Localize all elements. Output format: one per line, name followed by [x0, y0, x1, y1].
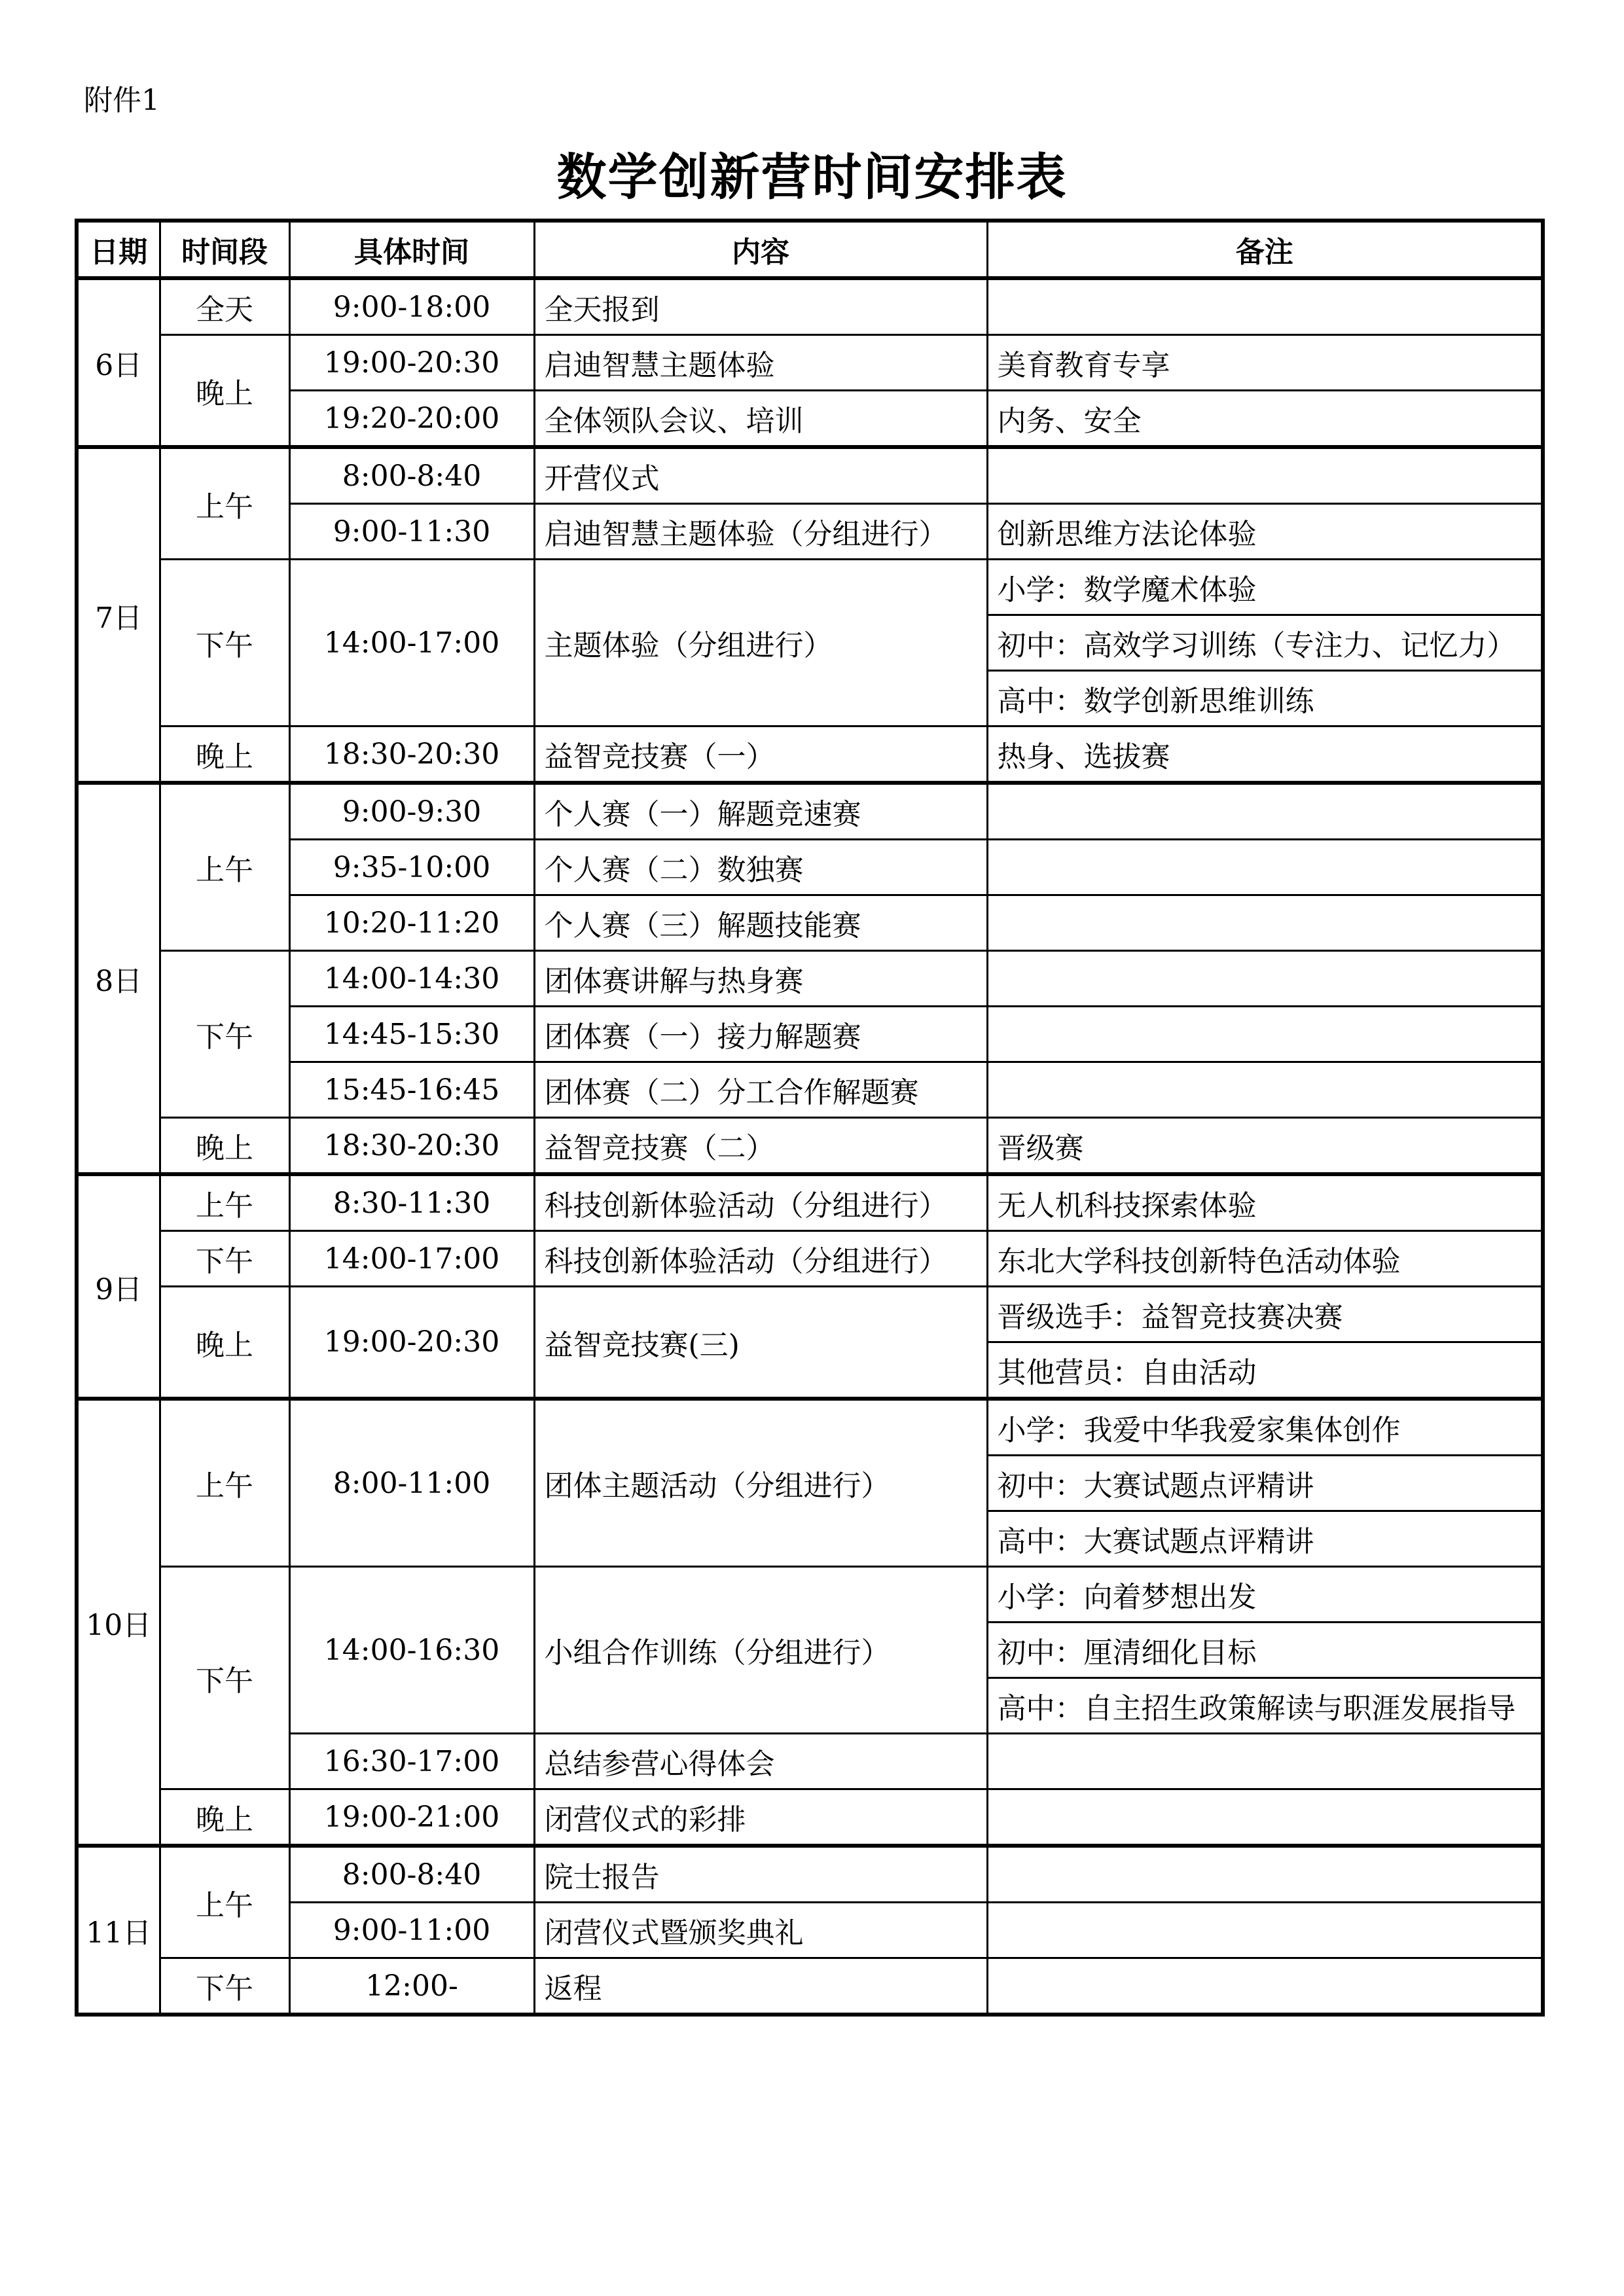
table-row	[77, 783, 1543, 840]
content-cell: 启迪智慧主题体验	[534, 335, 987, 391]
content-cell: 小组合作训练（分组进行）	[534, 1567, 987, 1734]
content-cell: 启迪智慧主题体验（分组进行）	[534, 504, 987, 560]
table-row	[77, 1062, 1543, 1118]
table-row	[77, 1958, 1543, 2015]
table-row	[77, 726, 1543, 783]
time-cell: 8:30-11:30	[289, 1174, 534, 1231]
time-cell: 8:00-8:40	[289, 447, 534, 504]
remark-cell: 小学：向着梦想出发	[987, 1567, 1543, 1623]
period-cell: 全天	[160, 278, 289, 335]
day-cell: 10日	[77, 1399, 160, 1846]
table-row	[77, 1287, 1543, 1342]
table-row	[77, 1007, 1543, 1062]
table-row	[77, 1231, 1543, 1287]
time-cell: 9:00-18:00	[289, 278, 534, 335]
content-cell: 全体领队会议、培训	[534, 391, 987, 448]
remark-cell	[987, 1007, 1543, 1062]
table-row	[77, 895, 1543, 951]
table-row	[77, 504, 1543, 560]
remark-cell	[987, 1846, 1543, 1903]
remark-cell	[987, 840, 1543, 895]
remark-cell: 晋级选手：益智竞技赛决赛	[987, 1287, 1543, 1342]
day-cell: 8日	[77, 783, 160, 1174]
table-row	[77, 278, 1543, 335]
remark-cell	[987, 783, 1543, 840]
time-cell: 14:00-17:00	[289, 560, 534, 726]
schedule-table	[75, 219, 1545, 2017]
remark-cell: 其他营员：自由活动	[987, 1342, 1543, 1399]
header-content: 内容	[534, 221, 987, 278]
table-row	[77, 335, 1543, 391]
remark-cell: 高中：自主招生政策解读与职涯发展指导	[987, 1678, 1543, 1734]
table-row	[77, 1734, 1543, 1789]
time-cell: 18:30-20:30	[289, 726, 534, 783]
remark-cell: 初中：高效学习训练（专注力、记忆力）	[987, 615, 1543, 671]
table-row	[77, 1174, 1543, 1231]
table-row	[77, 1118, 1543, 1175]
day-cell: 11日	[77, 1846, 160, 2015]
content-cell: 团体赛讲解与热身赛	[534, 951, 987, 1007]
remark-cell: 热身、选拔赛	[987, 726, 1543, 783]
table-row	[77, 560, 1543, 615]
table-row	[77, 840, 1543, 895]
header-date: 日期	[77, 221, 160, 278]
period-cell: 晚上	[160, 1287, 289, 1399]
remark-cell: 无人机科技探索体验	[987, 1174, 1543, 1231]
remark-cell: 东北大学科技创新特色活动体验	[987, 1231, 1543, 1287]
time-cell: 19:20-20:00	[289, 391, 534, 448]
content-cell: 闭营仪式暨颁奖典礼	[534, 1903, 987, 1958]
period-cell: 下午	[160, 951, 289, 1118]
period-cell: 下午	[160, 1567, 289, 1789]
table-header-row	[77, 221, 1543, 278]
content-cell: 益智竞技赛(三)	[534, 1287, 987, 1399]
content-cell: 科技创新体验活动（分组进行）	[534, 1174, 987, 1231]
table-row	[77, 1789, 1543, 1846]
time-cell: 12:00-	[289, 1958, 534, 2015]
content-cell: 个人赛（三）解题技能赛	[534, 895, 987, 951]
header-time: 具体时间	[289, 221, 534, 278]
table-row	[77, 1567, 1543, 1623]
time-cell: 19:00-21:00	[289, 1789, 534, 1846]
time-cell: 14:45-15:30	[289, 1007, 534, 1062]
page-title: 数学创新营时间安排表	[556, 148, 1068, 206]
header-period: 时间段	[160, 221, 289, 278]
period-cell: 上午	[160, 447, 289, 560]
period-cell: 下午	[160, 560, 289, 726]
content-cell: 科技创新体验活动（分组进行）	[534, 1231, 987, 1287]
remark-cell: 高中：数学创新思维训练	[987, 671, 1543, 726]
time-cell: 14:00-17:00	[289, 1231, 534, 1287]
remark-cell	[987, 1734, 1543, 1789]
content-cell: 院士报告	[534, 1846, 987, 1903]
remark-cell: 晋级赛	[987, 1118, 1543, 1175]
remark-cell: 初中：厘清细化目标	[987, 1623, 1543, 1678]
content-cell: 团体赛（一）接力解题赛	[534, 1007, 987, 1062]
remark-cell: 内务、安全	[987, 391, 1543, 448]
content-cell: 团体赛（二）分工合作解题赛	[534, 1062, 987, 1118]
remark-cell: 小学：我爱中华我爱家集体创作	[987, 1399, 1543, 1456]
content-cell: 闭营仪式的彩排	[534, 1789, 987, 1846]
period-cell: 晚上	[160, 1789, 289, 1846]
table-row	[77, 391, 1543, 448]
period-cell: 上午	[160, 1846, 289, 1958]
period-cell: 晚上	[160, 335, 289, 448]
time-cell: 8:00-11:00	[289, 1399, 534, 1567]
time-cell: 19:00-20:30	[289, 335, 534, 391]
table-row	[77, 1846, 1543, 1903]
remark-cell: 美育教育专享	[987, 335, 1543, 391]
content-cell: 全天报到	[534, 278, 987, 335]
time-cell: 15:45-16:45	[289, 1062, 534, 1118]
time-cell: 19:00-20:30	[289, 1287, 534, 1399]
time-cell: 9:00-11:30	[289, 504, 534, 560]
remark-cell	[987, 895, 1543, 951]
table-row	[77, 1903, 1543, 1958]
content-cell: 总结参营心得体会	[534, 1734, 987, 1789]
content-cell: 个人赛（二）数独赛	[534, 840, 987, 895]
content-cell: 益智竞技赛（一）	[534, 726, 987, 783]
content-cell: 益智竞技赛（二）	[534, 1118, 987, 1175]
header-remark: 备注	[987, 221, 1543, 278]
time-cell: 16:30-17:00	[289, 1734, 534, 1789]
remark-cell	[987, 278, 1543, 335]
period-cell: 上午	[160, 1399, 289, 1567]
remark-cell	[987, 1062, 1543, 1118]
period-cell: 晚上	[160, 1118, 289, 1175]
day-cell: 6日	[77, 278, 160, 447]
content-cell: 主题体验（分组进行）	[534, 560, 987, 726]
table-row	[77, 1399, 1543, 1456]
remark-cell	[987, 1903, 1543, 1958]
period-cell: 晚上	[160, 726, 289, 783]
remark-cell: 初中：大赛试题点评精讲	[987, 1456, 1543, 1511]
remark-cell: 创新思维方法论体验	[987, 504, 1543, 560]
content-cell: 团体主题活动（分组进行）	[534, 1399, 987, 1567]
time-cell: 14:00-16:30	[289, 1567, 534, 1734]
remark-cell: 小学：数学魔术体验	[987, 560, 1543, 615]
remark-cell: 高中：大赛试题点评精讲	[987, 1511, 1543, 1567]
table-row	[77, 951, 1543, 1007]
time-cell: 10:20-11:20	[289, 895, 534, 951]
remark-cell	[987, 447, 1543, 504]
day-cell: 7日	[77, 447, 160, 783]
content-cell: 返程	[534, 1958, 987, 2015]
time-cell: 9:35-10:00	[289, 840, 534, 895]
attachment-label: 附件1	[84, 84, 160, 117]
time-cell: 9:00-9:30	[289, 783, 534, 840]
content-cell: 个人赛（一）解题竞速赛	[534, 783, 987, 840]
time-cell: 8:00-8:40	[289, 1846, 534, 1903]
period-cell: 下午	[160, 1231, 289, 1287]
time-cell: 9:00-11:00	[289, 1903, 534, 1958]
remark-cell	[987, 951, 1543, 1007]
time-cell: 14:00-14:30	[289, 951, 534, 1007]
remark-cell	[987, 1789, 1543, 1846]
remark-cell	[987, 1958, 1543, 2015]
period-cell: 下午	[160, 1958, 289, 2015]
time-cell: 18:30-20:30	[289, 1118, 534, 1175]
period-cell: 上午	[160, 1174, 289, 1231]
day-cell: 9日	[77, 1174, 160, 1399]
period-cell: 上午	[160, 783, 289, 951]
content-cell: 开营仪式	[534, 447, 987, 504]
table-row	[77, 447, 1543, 504]
